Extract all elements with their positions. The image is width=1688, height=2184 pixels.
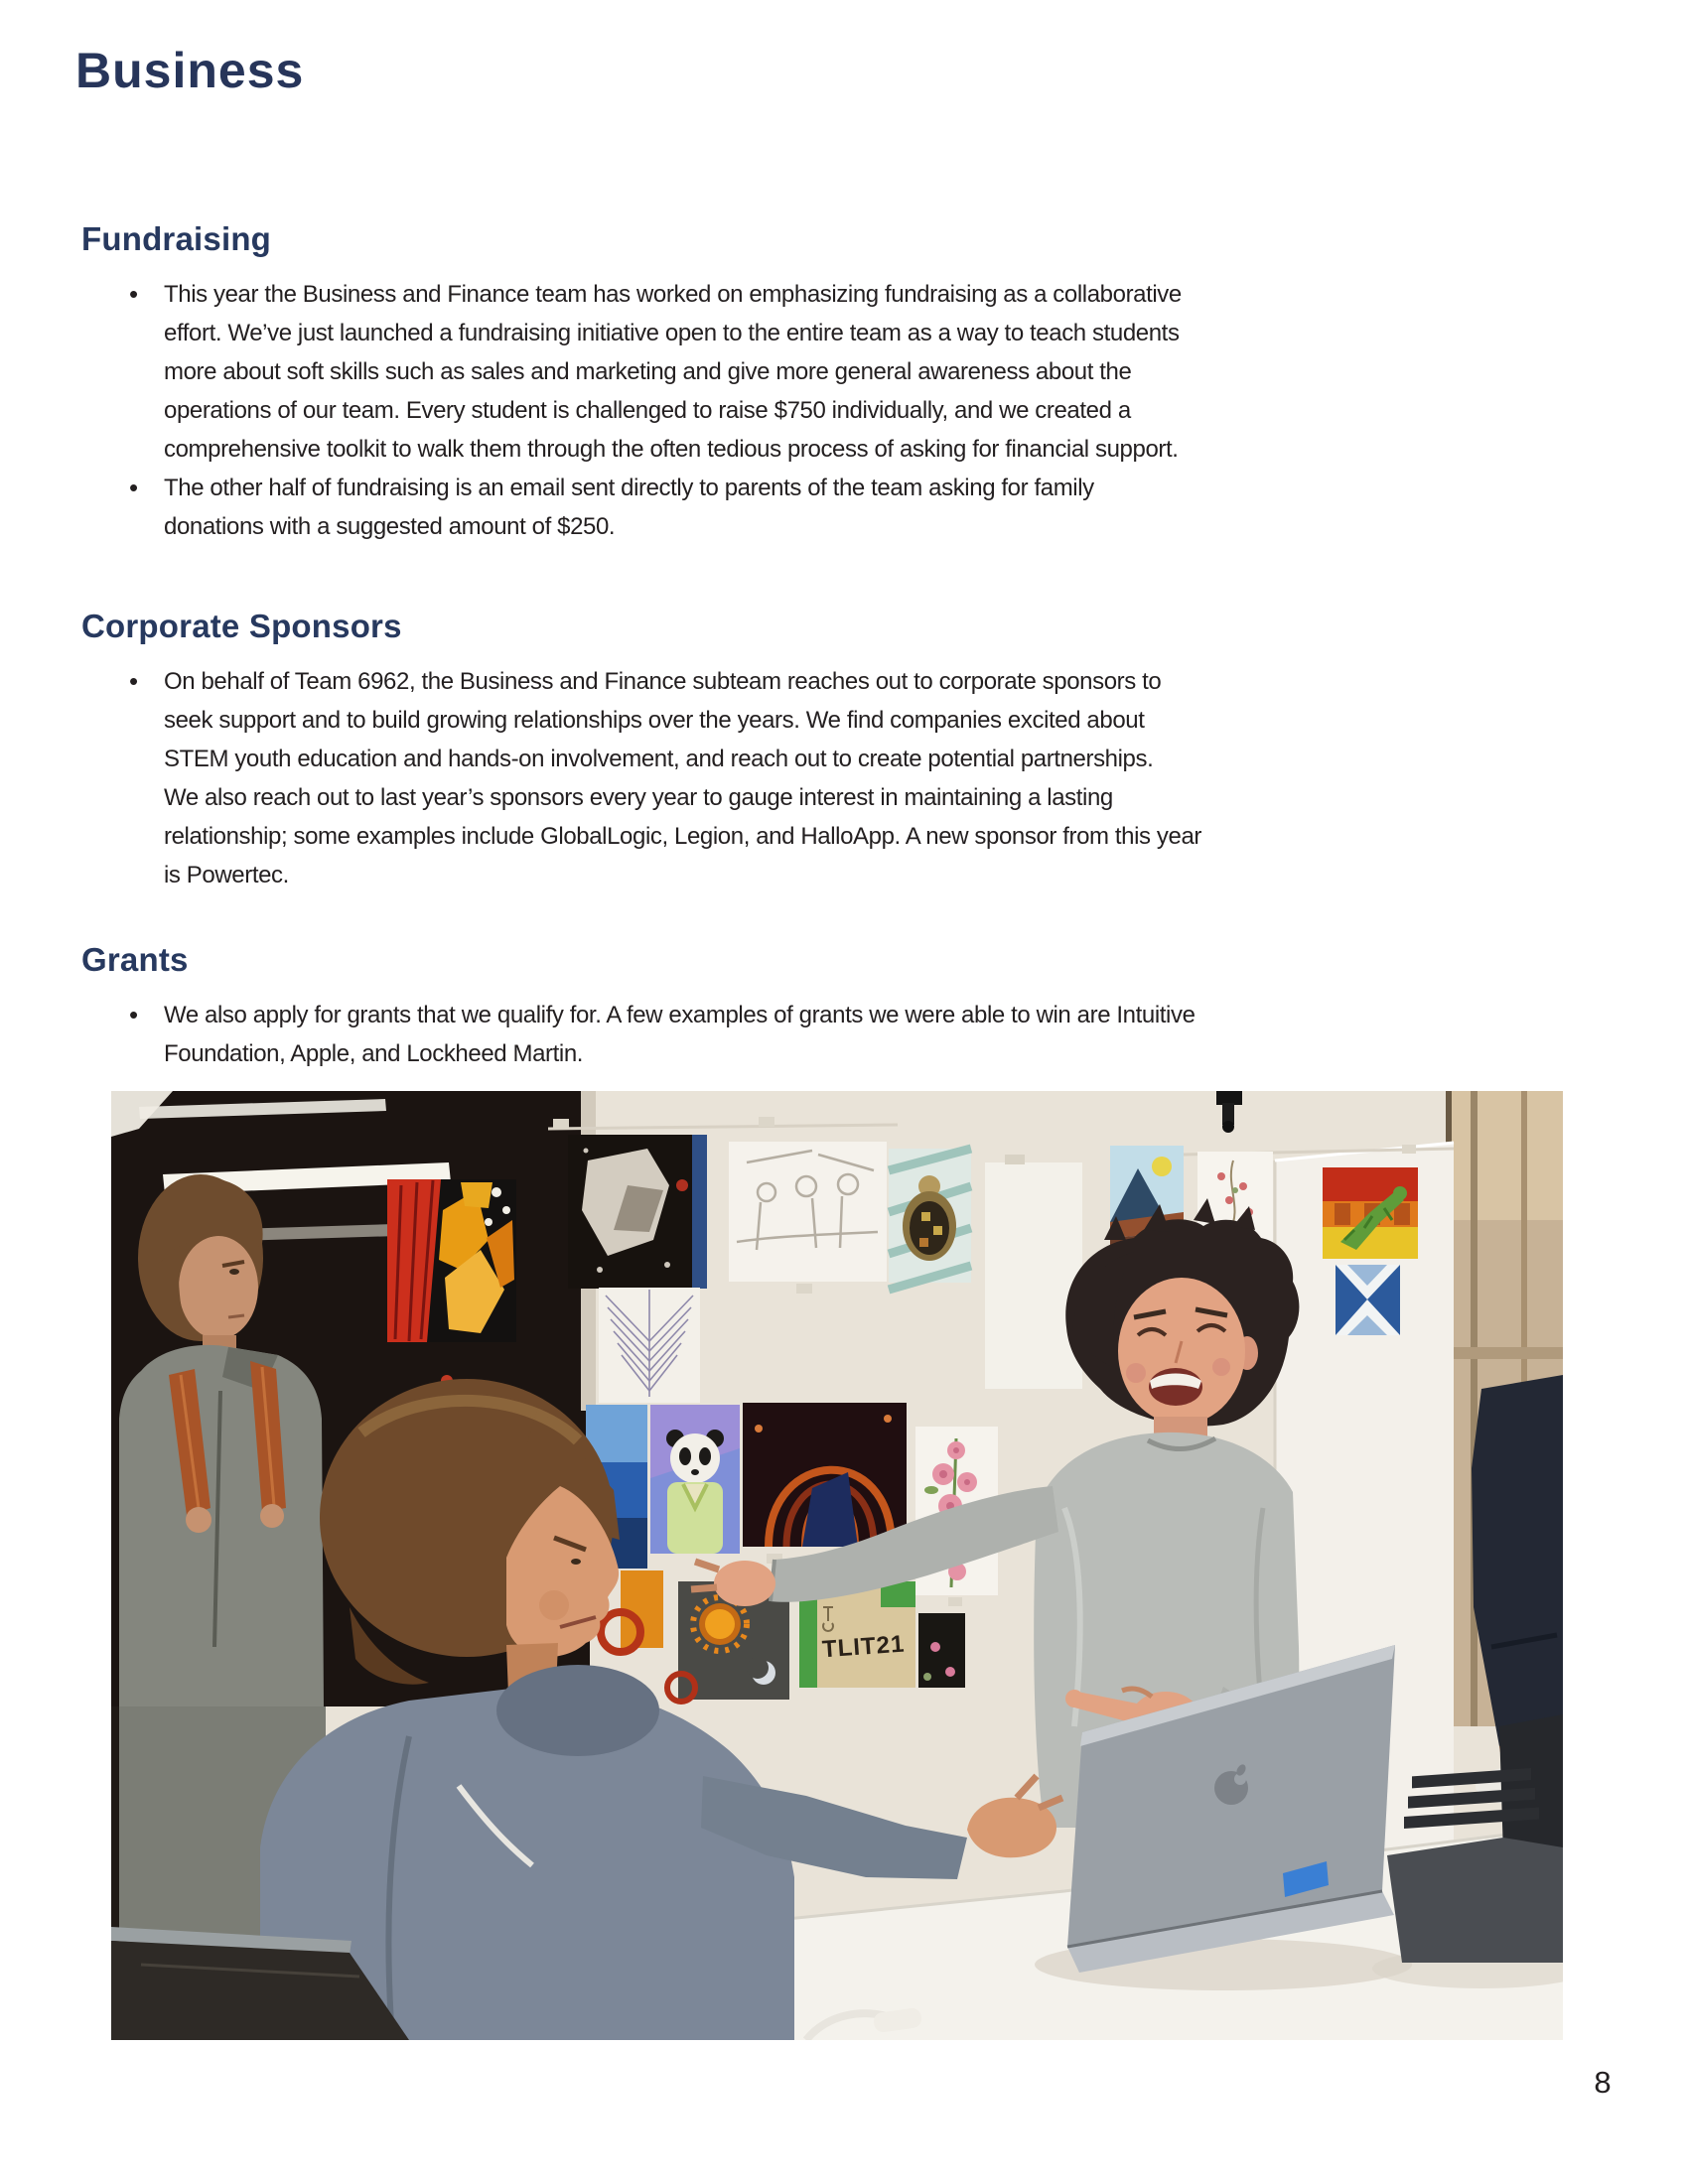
team-photo bbox=[111, 1091, 1563, 2040]
bullet-item bbox=[127, 469, 1182, 546]
heading-fundraising: Fundraising bbox=[81, 220, 272, 257]
bullet-line: • On behalf of Team 6962, the Business and Finance subteam reaches out to corporate sponsors to bbox=[164, 668, 1162, 695]
bullet-line: is Powertec. bbox=[164, 862, 289, 888]
bullet-line: • We also apply for grants that we qualify for. A few examples of grants we were able to win are Intuitive bbox=[164, 1002, 1196, 1028]
wall-art-blue-geometric bbox=[1336, 1265, 1400, 1335]
wall-art-string-chevrons bbox=[599, 1288, 700, 1403]
bullet-line: We also reach out to last year’s sponsors every year to gauge interest in maintaining a lasting bbox=[164, 784, 1113, 811]
bullet-line: STEM youth education and hands-on involvement, and reach out to create potential partnerships. bbox=[164, 746, 1154, 772]
bullet-line: • The other half of fundraising is an email sent directly to parents of the team asking for family bbox=[164, 475, 1094, 501]
heading-corporate-sponsors: Corporate Sponsors bbox=[81, 608, 402, 644]
bullet-line: more about soft skills such as sales and marketing and give more general awareness about the bbox=[164, 358, 1132, 385]
page-title: Business bbox=[75, 43, 305, 98]
wall-art-butterfly bbox=[387, 1179, 516, 1342]
bullet-line: operations of our team. Every student is challenged to raise $750 individually, and we created a bbox=[164, 397, 1131, 424]
bullet-line: • This year the Business and Finance team has worked on emphasizing fundraising as a collaborative bbox=[164, 281, 1182, 308]
bullet-line: comprehensive toolkit to walk them through the often tedious process of asking for financial support. bbox=[164, 436, 1179, 463]
wall-art-dark-floral-partial bbox=[918, 1613, 965, 1688]
wall-art-dark-collage bbox=[568, 1135, 707, 1289]
heading-grants: Grants bbox=[81, 941, 189, 978]
wall-art-lizard bbox=[1323, 1167, 1418, 1259]
bullet-line: Foundation, Apple, and Lockheed Martin. bbox=[164, 1040, 584, 1067]
wall-art-figure-sketch bbox=[729, 1142, 887, 1282]
art-text-label: TLIT21 bbox=[821, 1630, 907, 1664]
fundraising-bullet-list bbox=[127, 275, 1182, 546]
bullet-line: seek support and to build growing relationships over the years. We find companies excited about bbox=[164, 707, 1145, 734]
bullet-line: relationship; some examples include GlobalLogic, Legion, and HalloApp. A new sponsor from this year bbox=[164, 823, 1202, 850]
wall-art-panda bbox=[650, 1405, 740, 1554]
team-photo-illustration bbox=[111, 1091, 1563, 2040]
wall-art-abstract-swirl bbox=[743, 1403, 907, 1547]
bullet-item bbox=[127, 275, 1182, 469]
wall-art-turtle bbox=[889, 1149, 971, 1290]
corporate-bullet-list bbox=[127, 662, 1201, 894]
bullet-line: effort. We’ve just launched a fundraising initiative open to the entire team as a way to teach students bbox=[164, 320, 1180, 346]
bullet-line: donations with a suggested amount of $250. bbox=[164, 513, 616, 540]
page-number: 8 bbox=[1594, 2065, 1612, 2100]
white-poster bbox=[985, 1155, 1082, 1389]
bullet-item bbox=[127, 662, 1201, 894]
bullet-item bbox=[127, 996, 1196, 1073]
grants-bullet-list bbox=[127, 996, 1196, 1073]
